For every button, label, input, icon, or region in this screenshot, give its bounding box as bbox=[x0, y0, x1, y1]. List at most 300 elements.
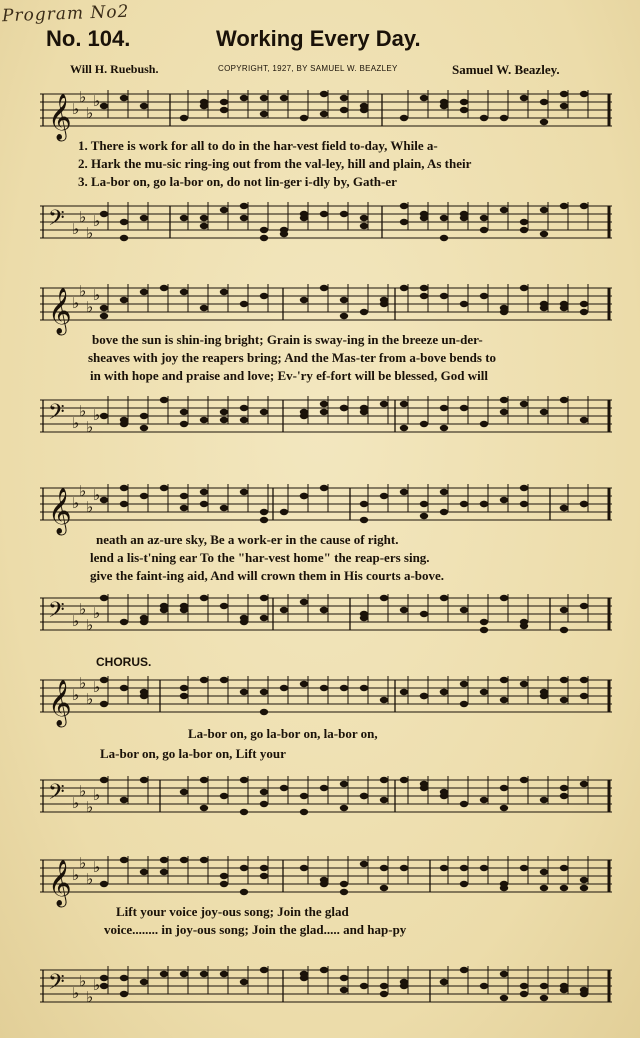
lyric-text: Lift your voice joy-ous song; Join the glad bbox=[116, 904, 349, 919]
flat-icon: ♭ bbox=[72, 100, 80, 118]
flat-icon: ♭ bbox=[86, 988, 94, 1006]
note-head bbox=[340, 95, 348, 101]
note-head bbox=[500, 305, 508, 311]
note-head bbox=[460, 301, 468, 307]
lyric-text: give the faint-ing aid, And will crown them in His courts a-bove. bbox=[90, 568, 445, 583]
note-head bbox=[260, 517, 268, 523]
verse-2-line bbox=[40, 550, 612, 567]
note-head bbox=[240, 417, 248, 423]
note-head bbox=[360, 405, 368, 411]
note-head bbox=[260, 709, 268, 715]
note-head bbox=[440, 979, 448, 985]
note-head bbox=[320, 285, 328, 291]
flat-icon: ♭ bbox=[93, 286, 101, 304]
flat-icon: ♭ bbox=[79, 600, 87, 618]
flat-icon: ♭ bbox=[86, 498, 94, 516]
note-head bbox=[380, 797, 388, 803]
note-head bbox=[160, 603, 168, 609]
flat-icon: ♭ bbox=[86, 798, 94, 816]
note-head bbox=[460, 501, 468, 507]
note-head bbox=[120, 685, 128, 691]
note-head bbox=[300, 809, 308, 815]
note-head bbox=[340, 975, 348, 981]
flat-icon: ♭ bbox=[79, 88, 87, 106]
note-head bbox=[220, 207, 228, 213]
note-head bbox=[440, 595, 448, 601]
flat-icon: ♭ bbox=[72, 414, 80, 432]
note-head bbox=[100, 595, 108, 601]
note-head bbox=[240, 809, 248, 815]
note-head bbox=[180, 289, 188, 295]
note-head bbox=[240, 489, 248, 495]
flat-icon: ♭ bbox=[93, 92, 101, 110]
copyright-notice: COPYRIGHT, 1927, BY SAMUEL W. BEAZLEY bbox=[218, 64, 398, 73]
note-head bbox=[400, 489, 408, 495]
note-head bbox=[440, 789, 448, 795]
note-head bbox=[540, 409, 548, 415]
note-head bbox=[520, 485, 528, 491]
lyric-text: La-bor on, go la-bor on, Lift your bbox=[100, 746, 286, 761]
bass-clef-icon: 𝄢 bbox=[48, 400, 65, 430]
lyric-text: sheaves with joy the reapers bring; And the Mas-ter from a-bove bends to bbox=[88, 350, 497, 365]
note-head bbox=[460, 107, 468, 113]
note-head bbox=[320, 607, 328, 613]
note-head bbox=[420, 421, 428, 427]
note-head bbox=[180, 215, 188, 221]
note-head bbox=[560, 865, 568, 871]
note-head bbox=[440, 509, 448, 515]
note-head bbox=[560, 397, 568, 403]
lower-voice-line bbox=[40, 922, 612, 939]
note-head bbox=[440, 235, 448, 241]
lyric-text: La-bor on, go la-bor on, la-bor on, bbox=[188, 726, 378, 741]
note-head bbox=[500, 785, 508, 791]
note-head bbox=[140, 689, 148, 695]
note-head bbox=[460, 701, 468, 707]
note-head bbox=[320, 785, 328, 791]
note-head bbox=[540, 869, 548, 875]
upper-voice-line bbox=[40, 904, 612, 921]
note-head bbox=[580, 885, 588, 891]
note-head bbox=[220, 971, 228, 977]
note-head bbox=[520, 991, 528, 997]
note-head bbox=[280, 231, 288, 237]
note-head bbox=[380, 983, 388, 989]
note-head bbox=[120, 297, 128, 303]
verse-2-line bbox=[40, 156, 612, 173]
note-head bbox=[160, 397, 168, 403]
note-head bbox=[540, 689, 548, 695]
note-head bbox=[260, 509, 268, 515]
note-head bbox=[260, 789, 268, 795]
note-head bbox=[560, 305, 568, 311]
note-head bbox=[420, 285, 428, 291]
note-head bbox=[460, 801, 468, 807]
note-head bbox=[180, 421, 188, 427]
treble-staff bbox=[40, 852, 612, 906]
note-head bbox=[520, 285, 528, 291]
note-head bbox=[520, 777, 528, 783]
note-head bbox=[480, 689, 488, 695]
note-head bbox=[260, 111, 268, 117]
note-head bbox=[220, 793, 228, 799]
note-head bbox=[200, 501, 208, 507]
note-head bbox=[140, 777, 148, 783]
note-head bbox=[240, 619, 248, 625]
note-head bbox=[380, 885, 388, 891]
flat-icon: ♭ bbox=[86, 104, 94, 122]
note-head bbox=[220, 505, 228, 511]
note-head bbox=[260, 865, 268, 871]
note-head bbox=[480, 501, 488, 507]
treble-clef-icon: 𝄞 bbox=[48, 860, 72, 906]
note-head bbox=[120, 501, 128, 507]
note-head bbox=[480, 115, 488, 121]
note-head bbox=[440, 215, 448, 221]
note-head bbox=[100, 497, 108, 503]
note-head bbox=[400, 219, 408, 225]
note-head bbox=[240, 95, 248, 101]
note-head bbox=[480, 421, 488, 427]
note-head bbox=[560, 91, 568, 97]
note-head bbox=[120, 619, 128, 625]
note-head bbox=[460, 865, 468, 871]
flat-icon: ♭ bbox=[93, 604, 101, 622]
verse-3-line bbox=[40, 368, 612, 385]
note-head bbox=[160, 869, 168, 875]
note-head bbox=[340, 987, 348, 993]
note-head bbox=[100, 305, 108, 311]
note-head bbox=[440, 489, 448, 495]
note-head bbox=[500, 409, 508, 415]
note-head bbox=[200, 223, 208, 229]
flat-icon: ♭ bbox=[79, 972, 87, 990]
flat-icon: ♭ bbox=[79, 282, 87, 300]
note-head bbox=[280, 607, 288, 613]
note-head bbox=[120, 857, 128, 863]
note-head bbox=[580, 677, 588, 683]
note-head bbox=[100, 313, 108, 319]
note-head bbox=[380, 595, 388, 601]
note-head bbox=[160, 857, 168, 863]
note-head bbox=[480, 865, 488, 871]
note-head bbox=[400, 115, 408, 121]
note-head bbox=[200, 595, 208, 601]
flat-icon: ♭ bbox=[79, 674, 87, 692]
note-head bbox=[280, 509, 288, 515]
chorus-label: CHORUS. bbox=[96, 655, 152, 669]
note-head bbox=[540, 305, 548, 311]
note-head bbox=[340, 107, 348, 113]
note-head bbox=[320, 485, 328, 491]
note-head bbox=[220, 289, 228, 295]
note-head bbox=[180, 971, 188, 977]
note-head bbox=[240, 979, 248, 985]
note-head bbox=[580, 781, 588, 787]
note-head bbox=[100, 211, 108, 217]
note-head bbox=[300, 865, 308, 871]
verse-3-line bbox=[40, 568, 612, 585]
note-head bbox=[220, 409, 228, 415]
note-head bbox=[260, 873, 268, 879]
note-head bbox=[300, 409, 308, 415]
note-head bbox=[360, 793, 368, 799]
flat-icon: ♭ bbox=[72, 294, 80, 312]
flat-icon: ♭ bbox=[86, 418, 94, 436]
note-head bbox=[400, 401, 408, 407]
lyric-text: 3. La-bor on, go la-bor on, do not lin-ger i-dly by, Gath-er bbox=[78, 174, 397, 189]
flat-icon: ♭ bbox=[86, 616, 94, 634]
bass-staff bbox=[40, 590, 612, 640]
note-head bbox=[360, 517, 368, 523]
note-head bbox=[520, 865, 528, 871]
note-head bbox=[140, 425, 148, 431]
note-head bbox=[380, 991, 388, 997]
hymn-number: No. 104. bbox=[46, 26, 131, 51]
note-head bbox=[520, 227, 528, 233]
note-head bbox=[380, 697, 388, 703]
lyric-text: neath an az-ure sky, Be a work-er in the cause of right. bbox=[96, 532, 399, 547]
note-head bbox=[520, 983, 528, 989]
note-head bbox=[180, 857, 188, 863]
note-head bbox=[360, 861, 368, 867]
note-head bbox=[320, 111, 328, 117]
note-head bbox=[340, 685, 348, 691]
note-head bbox=[380, 297, 388, 303]
note-head bbox=[220, 603, 228, 609]
note-head bbox=[500, 885, 508, 891]
note-head bbox=[360, 215, 368, 221]
note-head bbox=[260, 235, 268, 241]
flat-icon: ♭ bbox=[93, 212, 101, 230]
note-head bbox=[500, 805, 508, 811]
note-head bbox=[240, 405, 248, 411]
note-head bbox=[200, 215, 208, 221]
note-head bbox=[180, 693, 188, 699]
note-head bbox=[120, 975, 128, 981]
note-head bbox=[240, 203, 248, 209]
note-head bbox=[420, 211, 428, 217]
note-head bbox=[560, 203, 568, 209]
note-head bbox=[540, 231, 548, 237]
upper-voice-line bbox=[40, 726, 612, 743]
note-head bbox=[180, 493, 188, 499]
note-head bbox=[100, 413, 108, 419]
note-head bbox=[540, 797, 548, 803]
note-head bbox=[480, 627, 488, 633]
note-head bbox=[160, 285, 168, 291]
note-head bbox=[260, 615, 268, 621]
bass-staff bbox=[40, 962, 612, 1012]
note-head bbox=[460, 607, 468, 613]
treble-staff bbox=[40, 86, 612, 140]
verse-3-line bbox=[40, 174, 612, 191]
note-head bbox=[240, 689, 248, 695]
note-head bbox=[320, 401, 328, 407]
note-head bbox=[100, 881, 108, 887]
lyric-text: bove the sun is shin-ing bright; Grain is sway-ing in the breeze un-der- bbox=[92, 332, 483, 347]
treble-clef-icon: 𝄞 bbox=[48, 488, 72, 534]
note-head bbox=[320, 211, 328, 217]
note-head bbox=[240, 865, 248, 871]
note-head bbox=[220, 107, 228, 113]
note-head bbox=[580, 877, 588, 883]
note-head bbox=[440, 425, 448, 431]
note-head bbox=[200, 777, 208, 783]
note-head bbox=[120, 797, 128, 803]
note-head bbox=[140, 869, 148, 875]
note-head bbox=[500, 595, 508, 601]
note-head bbox=[300, 599, 308, 605]
note-head bbox=[300, 297, 308, 303]
note-head bbox=[260, 801, 268, 807]
note-head bbox=[140, 979, 148, 985]
note-head bbox=[240, 301, 248, 307]
note-head bbox=[520, 401, 528, 407]
note-head bbox=[280, 685, 288, 691]
note-head bbox=[320, 881, 328, 887]
note-head bbox=[560, 505, 568, 511]
flat-icon: ♭ bbox=[72, 866, 80, 884]
note-head bbox=[520, 501, 528, 507]
treble-clef-icon: 𝄞 bbox=[48, 680, 72, 726]
note-head bbox=[560, 793, 568, 799]
note-head bbox=[100, 777, 108, 783]
flat-icon: ♭ bbox=[86, 224, 94, 242]
handwritten-note: Program No2 bbox=[1, 1, 130, 27]
lyric-text: voice........ in joy-ous song; Join the glad..... and hap-py bbox=[104, 922, 407, 937]
note-head bbox=[500, 995, 508, 1001]
note-head bbox=[360, 501, 368, 507]
bass-staff bbox=[40, 198, 612, 248]
note-head bbox=[520, 95, 528, 101]
note-head bbox=[140, 413, 148, 419]
note-head bbox=[280, 95, 288, 101]
flat-icon: ♭ bbox=[79, 782, 87, 800]
note-head bbox=[520, 623, 528, 629]
note-head bbox=[340, 313, 348, 319]
note-head bbox=[220, 99, 228, 105]
note-head bbox=[460, 99, 468, 105]
note-head bbox=[260, 967, 268, 973]
verse-1-line bbox=[40, 332, 612, 349]
note-head bbox=[440, 405, 448, 411]
note-head bbox=[500, 697, 508, 703]
note-head bbox=[220, 417, 228, 423]
note-head bbox=[260, 227, 268, 233]
note-head bbox=[100, 975, 108, 981]
note-head bbox=[240, 215, 248, 221]
note-head bbox=[200, 489, 208, 495]
note-head bbox=[440, 103, 448, 109]
note-head bbox=[520, 219, 528, 225]
bass-clef-icon: 𝄢 bbox=[48, 598, 65, 628]
note-head bbox=[420, 513, 428, 519]
flat-icon: ♭ bbox=[79, 482, 87, 500]
flat-icon: ♭ bbox=[72, 686, 80, 704]
note-head bbox=[480, 215, 488, 221]
note-head bbox=[300, 211, 308, 217]
note-head bbox=[260, 595, 268, 601]
note-head bbox=[260, 409, 268, 415]
note-head bbox=[460, 405, 468, 411]
flat-icon: ♭ bbox=[93, 678, 101, 696]
note-head bbox=[120, 219, 128, 225]
note-head bbox=[200, 305, 208, 311]
bass-clef-icon: 𝄢 bbox=[48, 780, 65, 810]
lyric-text: 1. There is work for all to do in the har-vest field to-day, While a- bbox=[78, 138, 438, 153]
note-head bbox=[200, 677, 208, 683]
note-head bbox=[400, 285, 408, 291]
note-head bbox=[340, 405, 348, 411]
note-head bbox=[480, 983, 488, 989]
note-head bbox=[480, 619, 488, 625]
note-head bbox=[460, 881, 468, 887]
note-head bbox=[500, 971, 508, 977]
flat-icon: ♭ bbox=[79, 402, 87, 420]
note-head bbox=[100, 701, 108, 707]
note-head bbox=[140, 103, 148, 109]
flat-icon: ♭ bbox=[86, 298, 94, 316]
note-head bbox=[180, 607, 188, 613]
note-head bbox=[120, 417, 128, 423]
bass-staff bbox=[40, 392, 612, 442]
note-head bbox=[360, 103, 368, 109]
flat-icon: ♭ bbox=[72, 220, 80, 238]
flat-icon: ♭ bbox=[86, 870, 94, 888]
note-head bbox=[200, 103, 208, 109]
note-head bbox=[360, 309, 368, 315]
note-head bbox=[340, 297, 348, 303]
note-head bbox=[420, 501, 428, 507]
note-head bbox=[140, 215, 148, 221]
hymn-title: Working Every Day. bbox=[216, 26, 421, 51]
note-head bbox=[340, 211, 348, 217]
note-head bbox=[180, 115, 188, 121]
flat-icon: ♭ bbox=[93, 976, 101, 994]
flat-icon: ♭ bbox=[93, 786, 101, 804]
verse-2-line bbox=[40, 350, 612, 367]
flat-icon: ♭ bbox=[72, 494, 80, 512]
note-head bbox=[460, 967, 468, 973]
note-head bbox=[260, 95, 268, 101]
note-head bbox=[220, 873, 228, 879]
note-head bbox=[400, 425, 408, 431]
note-head bbox=[480, 293, 488, 299]
note-head bbox=[280, 785, 288, 791]
note-head bbox=[580, 301, 588, 307]
note-head bbox=[240, 777, 248, 783]
note-head bbox=[120, 95, 128, 101]
note-head bbox=[340, 881, 348, 887]
note-head bbox=[100, 677, 108, 683]
treble-staff bbox=[40, 672, 612, 726]
note-head bbox=[120, 991, 128, 997]
flat-icon: ♭ bbox=[93, 858, 101, 876]
note-head bbox=[440, 865, 448, 871]
note-head bbox=[100, 983, 108, 989]
note-head bbox=[120, 235, 128, 241]
note-head bbox=[200, 857, 208, 863]
note-head bbox=[320, 91, 328, 97]
treble-staff bbox=[40, 280, 612, 334]
note-head bbox=[320, 409, 328, 415]
note-head bbox=[300, 793, 308, 799]
note-head bbox=[560, 607, 568, 613]
note-head bbox=[360, 223, 368, 229]
flat-icon: ♭ bbox=[79, 854, 87, 872]
note-head bbox=[580, 603, 588, 609]
